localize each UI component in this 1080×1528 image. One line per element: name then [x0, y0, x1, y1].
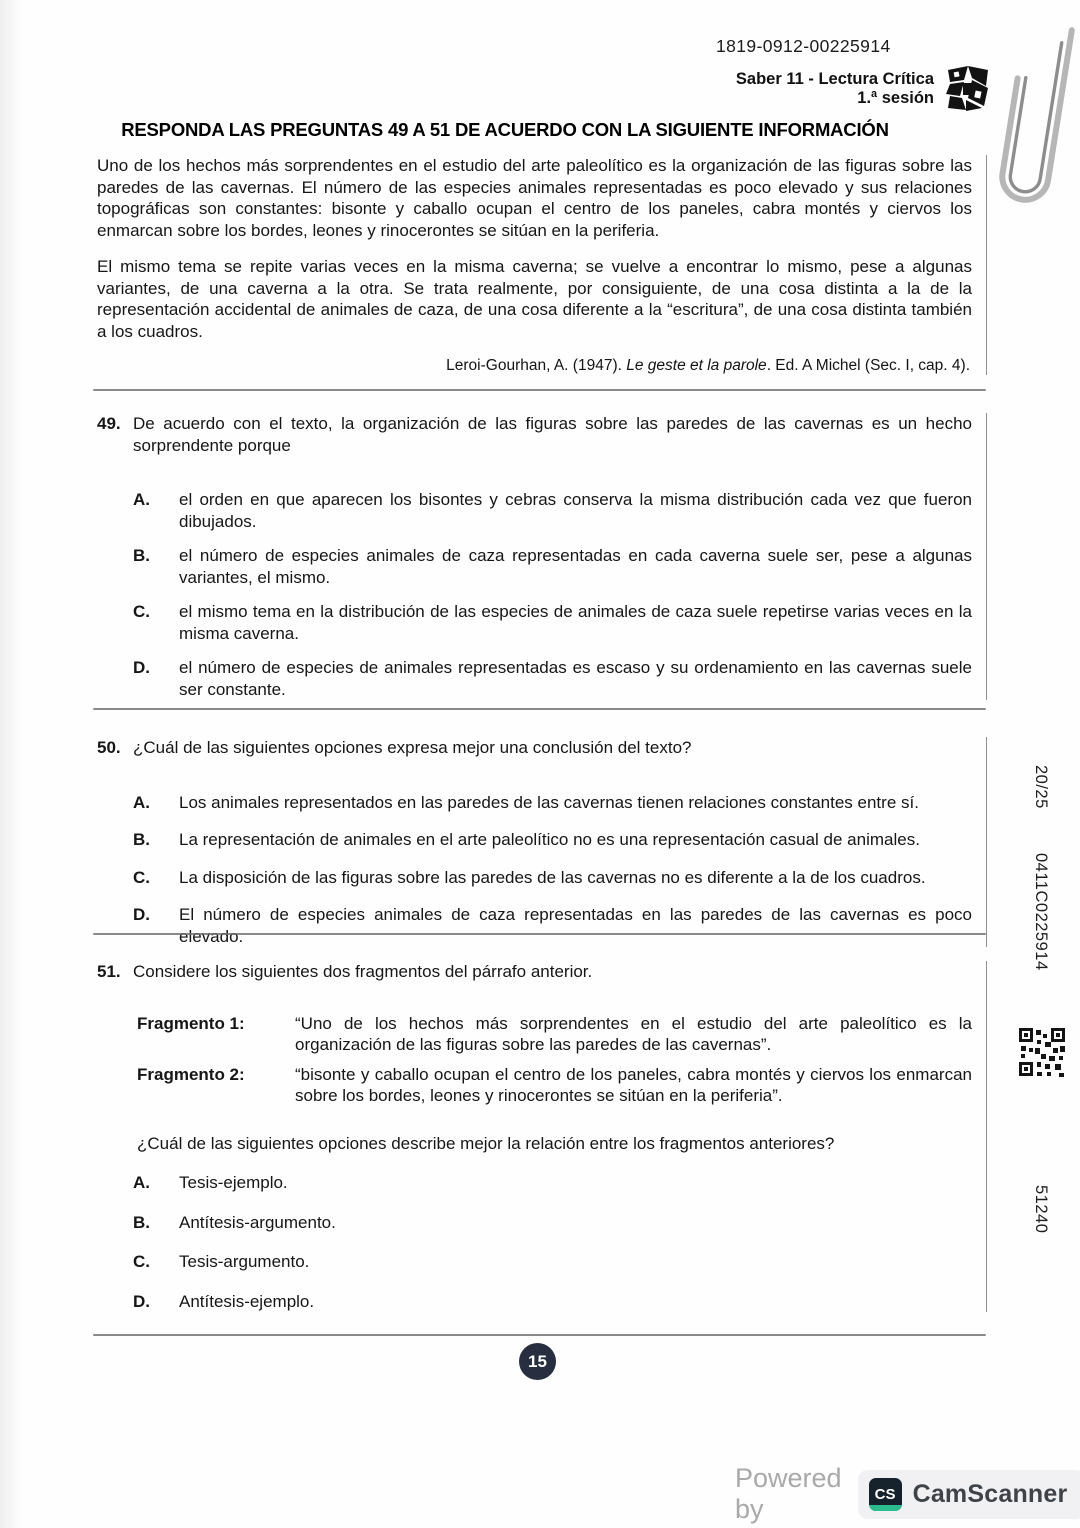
powered-by-label: Powered by [735, 1463, 842, 1524]
option-letter: C. [133, 1252, 150, 1271]
instruction-heading: RESPONDA LAS PREGUNTAS 49 A 51 DE ACUERDO CON LA SIGUIENTE INFORMACIÓN [121, 119, 889, 140]
question-51-subquestion: ¿Cuál de las siguientes opciones describe mejor la relación entre los fragmentos anteriores? [137, 1133, 835, 1153]
option-letter: D. [133, 905, 150, 924]
citation-author: Leroi-Gourhan, A. (1947). [446, 357, 627, 374]
option-50-b[interactable] [97, 829, 972, 851]
question-number: 49. [97, 414, 121, 433]
option-text: La representación de animales en el arte paleolítico no es una representación casual de animales. [179, 830, 920, 849]
margin-page-fraction: 20/25 [1032, 765, 1050, 809]
option-text: Antítesis-argumento. [179, 1212, 336, 1232]
option-text: Tesis-argumento. [179, 1252, 310, 1271]
option-letter: B. [133, 1212, 150, 1232]
icfes-logo-icon [942, 64, 992, 117]
option-letter: C. [133, 602, 150, 621]
option-letter: B. [133, 830, 150, 849]
exam-header [736, 70, 934, 108]
option-letter: A. [133, 490, 150, 509]
option-text: La disposición de las figuras sobre las paredes de las cavernas no es diferente a la de los cuadros. [179, 867, 926, 887]
question-49-stem [97, 413, 972, 456]
passage-paragraph: El mismo tema se repite varias veces en la misma caverna; se vuelve a encontrar lo mismo, pese a algunas variantes, de una caverna a la otra. Se trata realmente, por consiguiente, de una cosa distinta a la de la representación accidental de animales de caza, de una cosa diferente a la “escritura”, de una cosa distinta también a los cuadros. [97, 257, 972, 341]
option-51-c[interactable] [97, 1251, 972, 1273]
passage-citation [97, 357, 972, 375]
citation-title: Le geste et la parole [626, 357, 767, 374]
exam-session: 1.ª sesión [857, 89, 934, 107]
document-code: 1819-0912-00225914 [716, 36, 891, 56]
option-text: Antítesis-ejemplo. [179, 1291, 315, 1311]
option-50-a[interactable] [97, 792, 972, 814]
fragment-label: Fragmento 1: [137, 1013, 245, 1033]
option-50-c[interactable] [97, 867, 972, 889]
camscanner-logo-teal-bar [869, 1505, 902, 1511]
margin-code: 0411C0225914 [1032, 853, 1050, 971]
option-letter: C. [133, 867, 150, 887]
section-divider [93, 1334, 986, 1336]
option-text: el orden en que aparecen los bisontes y cebras conserva la misma distribución cada vez que fueron dibujados. [179, 490, 972, 531]
qr-code-icon [1019, 1028, 1065, 1083]
option-49-c[interactable] [97, 601, 972, 644]
exam-title: Saber 11 - Lectura Crítica [735, 70, 934, 88]
citation-publisher: . Ed. A Michel (Sec. I, cap. 4). [766, 357, 970, 374]
section-divider [93, 708, 986, 710]
page-number-badge [519, 1343, 556, 1380]
option-51-a[interactable] [97, 1172, 972, 1194]
question-text: Considere los siguientes dos fragmentos del párrafo anterior. [133, 962, 593, 981]
fragment-text: “Uno de los hechos más sorprendentes en el estudio del arte paleolítico es la organización de las figuras sobre las paredes de las cavernas”. [295, 1013, 972, 1054]
option-49-a[interactable] [97, 489, 972, 532]
scan-edge-shadow [0, 0, 22, 1528]
option-letter: B. [133, 546, 150, 565]
option-50-d[interactable] [97, 904, 972, 947]
option-51-b[interactable] [97, 1212, 972, 1234]
cs-letters: CS [874, 1485, 896, 1503]
option-letter: A. [133, 1173, 150, 1192]
option-text: Tesis-ejemplo. [179, 1173, 288, 1192]
question-50-stem [97, 737, 972, 759]
fragment-2 [97, 1064, 972, 1107]
page-number: 15 [528, 1351, 547, 1371]
camscanner-logo-icon [869, 1478, 902, 1511]
option-letter: D. [133, 658, 150, 677]
option-text: el mismo tema en la distribución de las especies de animales de caza suele repetirse varias veces en la misma caverna. [179, 602, 972, 643]
fragment-text: “bisonte y caballo ocupan el centro de los paneles, cabra montés y ciervos los enmarcan sobre los bordes, leones y rinocerontes se sitúan en la periferia”. [295, 1064, 972, 1105]
option-49-b[interactable] [97, 545, 972, 588]
question-51-stem [97, 961, 972, 983]
section-divider [93, 933, 986, 935]
option-text: Los animales representados en las paredes de las cavernas tienen relaciones constantes entre sí. [179, 792, 919, 812]
camscanner-footer [735, 1463, 1080, 1525]
option-text: el número de especies de animales representadas es escaso y su ordenamiento en las cavernas suele ser constante. [179, 658, 972, 699]
fragment-1 [97, 1013, 972, 1056]
option-text: el número de especies animales de caza representadas en cada caverna suele ser, pese a algunas variantes, el mismo. [179, 546, 972, 587]
camscanner-wordmark: CamScanner [912, 1479, 1068, 1508]
margin-serial: 51240 [1032, 1185, 1050, 1234]
question-text: De acuerdo con el texto, la organización de las figuras sobre las paredes de las cavernas es un hecho sorprendente porque [133, 414, 972, 455]
option-letter: A. [133, 792, 150, 812]
option-49-d[interactable] [97, 657, 972, 700]
option-51-d[interactable] [97, 1291, 972, 1313]
option-text: El número de especies animales de caza representadas en las paredes de las cavernas es poco elevado. [179, 905, 972, 946]
question-51 [97, 961, 987, 1312]
question-50 [97, 737, 987, 947]
camscanner-brand [858, 1470, 1080, 1519]
reading-passage [97, 155, 987, 375]
question-text: ¿Cuál de las siguientes opciones expresa mejor una conclusión del texto? [133, 738, 692, 757]
question-49 [97, 413, 987, 700]
question-number: 50. [97, 738, 121, 757]
option-letter: D. [133, 1291, 150, 1311]
passage-paragraph: Uno de los hechos más sorprendentes en el estudio del arte paleolítico es la organización de las figuras sobre las paredes de las cavernas. El número de las especies animales representadas es poco elevado y sus relaciones topográficas son constantes: bisonte y caballo ocupan el centro de los paneles, cabra montés y ciervos los enmarcan sobre los bordes, leones y rinocerontes se sitúan en la periferia. [97, 156, 972, 240]
fragment-label: Fragmento 2: [137, 1064, 245, 1084]
question-number: 51. [97, 962, 121, 981]
section-divider [93, 389, 986, 391]
